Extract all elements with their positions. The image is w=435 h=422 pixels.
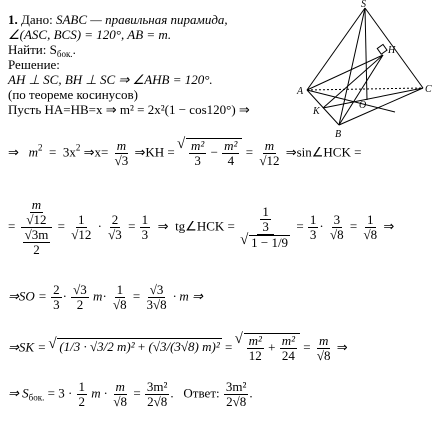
label-o: O [359,100,367,111]
solution-label: Решение: [8,57,60,72]
eq: = [8,218,16,234]
edge-bc [339,88,423,125]
label-k: K [313,106,320,117]
label-c: C [425,84,432,95]
problem-number: 1. [8,12,18,27]
arrow: ⇒ [8,144,19,160]
equation-line-5: ⇒ $S_{бок.} = 3$ · $\frac{1}{2}$ m · $\frac{m}{√8}$ = $\frac{\text{3m²}}{2√8}$ . Ответ: $\frac{\text{3m²}}{2√8}$ . [8,379,253,409]
condition-line: ∠(ASC, BCS) = 120°, AB = m. [8,27,172,42]
answer-label: Ответ: [183,385,220,401]
right-angle-mark [377,44,387,54]
sqrt-expr: √ $\frac{\text{m²}}{3}$ − $\frac{\text{m²}}{4}$ [186,138,242,168]
eq: = [245,144,254,160]
implies-x: ⇒x= [83,144,109,160]
label-a: A [297,86,304,97]
find-sub: бок. [56,49,73,59]
exp: 2 [75,142,81,153]
step2: (по теореме косинусов) [8,87,138,102]
term: 3x [62,144,76,160]
equation-line-4: ⇒SK = √ (1/3 · √3/2 m)² + (√3/(3√8) m)² = √ $\frac{\text{m²}}{12}$ + $\frac{\text{m²}}{24}$ = $\frac{m}{√8}$ ⇒ [8,333,348,363]
exp: 2 [38,142,43,153]
kh-label: ⇒KH = [134,144,175,160]
label-b: B [335,129,342,140]
complex-fraction: $\frac{\frac{m}{√12}}{\frac{√3m}{2}}$ [20,198,54,257]
sk-label: ⇒SK = [8,339,47,355]
find-label: Найти: S [8,42,57,57]
median-a [307,90,395,112]
given-text: SABC — правильная пирамида, [55,12,228,27]
eq: = [49,144,57,160]
so-label: ⇒SO = [8,288,47,304]
s-label: ⇒ S [8,385,29,401]
equation-line-2: = $\frac{\frac{m}{√12}}{\frac{√3m}{2}}$ = $\frac{1}{√12}$ · $\frac{2}{√3}$ = $\frac{1}{3}$ ⇒ tg∠HCK = $\frac{1}{3}$ √ 1 − 1/9 = $\frac{1}{3}$ · $\frac{3}{√8}$ = $\frac{1}{√8}$ ⇒ [8,198,394,257]
edge-ac [307,88,423,90]
sqrt-expr: √ (1/3 · √3/2 m)² + (√3/(3√8) m)² [57,338,221,355]
step3: Пусть HA=HB=x ⇒ m² = 2x²(1 − cos120°) ⇒ [8,102,250,117]
label-h: H [388,45,396,56]
find-end: . [72,42,76,57]
equation-line-3: ⇒SO = $\frac{2}{3}$ · $\frac{√3}{2}$ m· $\frac{1}{√8}$ = $\frac{√3}{3√8}$ · m ⇒ [8,282,203,312]
answer-fraction: $\frac{\text{3m²}}{2√8}$ [225,379,247,409]
term: m [28,144,39,160]
fraction: $\frac{m}{√3}$ [114,138,129,168]
given-line [8,12,228,27]
height-so [365,8,367,100]
fraction: $\frac{m}{√12}$ [259,138,280,168]
given-label: Дано: [21,12,53,27]
equation-line-1 [8,138,361,168]
pyramid-figure [295,0,435,140]
step1: AH ⊥ SC, BH ⊥ SC ⇒ ∠AHB = 120°. [8,72,213,87]
sin-label: ⇒sin∠HCK = [285,144,362,160]
tg-fraction: $\frac{1}{3}$ √ 1 − 1/9 [239,205,292,250]
tg-label: tg∠HCK = [175,218,235,234]
label-s: S [361,0,366,10]
